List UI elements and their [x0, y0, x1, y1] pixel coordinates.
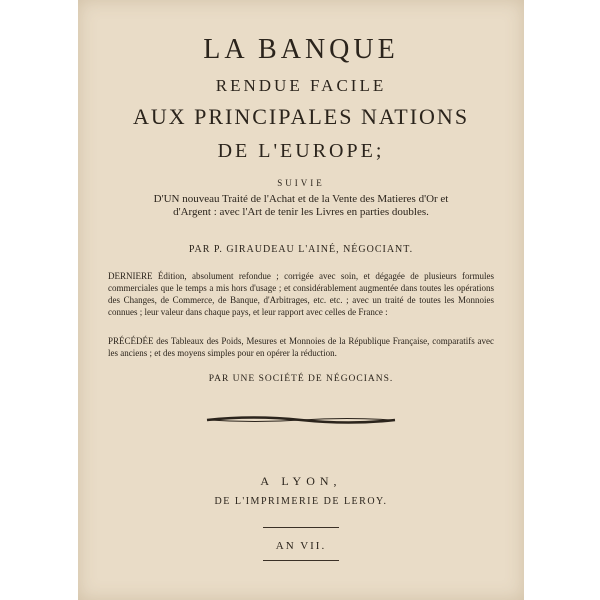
author-line: PAR P. GIRAUDEAU L'AINÉ, NÉGOCIANT. — [188, 244, 414, 255]
society-line: PAR UNE SOCIÉTÉ DE NÉGOCIANS. — [208, 374, 394, 384]
description-line: D'UN nouveau Traité de l'Achat et de la Vente des Matieres d'Or et — [153, 193, 449, 205]
divider — [263, 560, 339, 561]
imprint-year: AN VII. — [275, 540, 327, 552]
book-title: LA BANQUE — [203, 34, 399, 65]
title-page — [78, 0, 524, 600]
preceded-paragraph: PRÉCÉDÉE des Tableaux des Poids, Mesures et Monnoies de la République Française, comparatifs avec les anciens ; et des moyens simples pour en opérer la réduction. — [108, 336, 494, 358]
imprint-printer: DE L'IMPRIMERIE DE LEROY. — [214, 496, 388, 507]
subtitle-line: DE L'EUROPE; — [217, 140, 385, 162]
edition-paragraph: DERNIERE Édition, absolument refondue ; corrigée avec soin, et dégagée de plusieurs formules commerciales que le temps a mis hors d'usage ; et considérablement augmentée dans toutes les opérations des Changes, de Commerce, de Banque, d'Arbitrages, etc. etc. ; avec un traité de toutes les Monnoies connues ; leur valeur dans chaque pays, et leur rapport avec celles de France : — [108, 271, 494, 317]
ornament-rule — [205, 412, 397, 428]
description — [78, 193, 524, 219]
divider — [263, 527, 339, 528]
subtitle-line: AUX PRINCIPALES NATIONS — [132, 104, 470, 129]
suivie-label: SUIVIE — [277, 178, 325, 188]
subtitle-line: RENDUE FACILE — [215, 76, 387, 95]
description-line: d'Argent : avec l'Art de tenir les Livres en parties doubles. — [173, 206, 429, 218]
imprint-city: A LYON, — [260, 474, 342, 488]
